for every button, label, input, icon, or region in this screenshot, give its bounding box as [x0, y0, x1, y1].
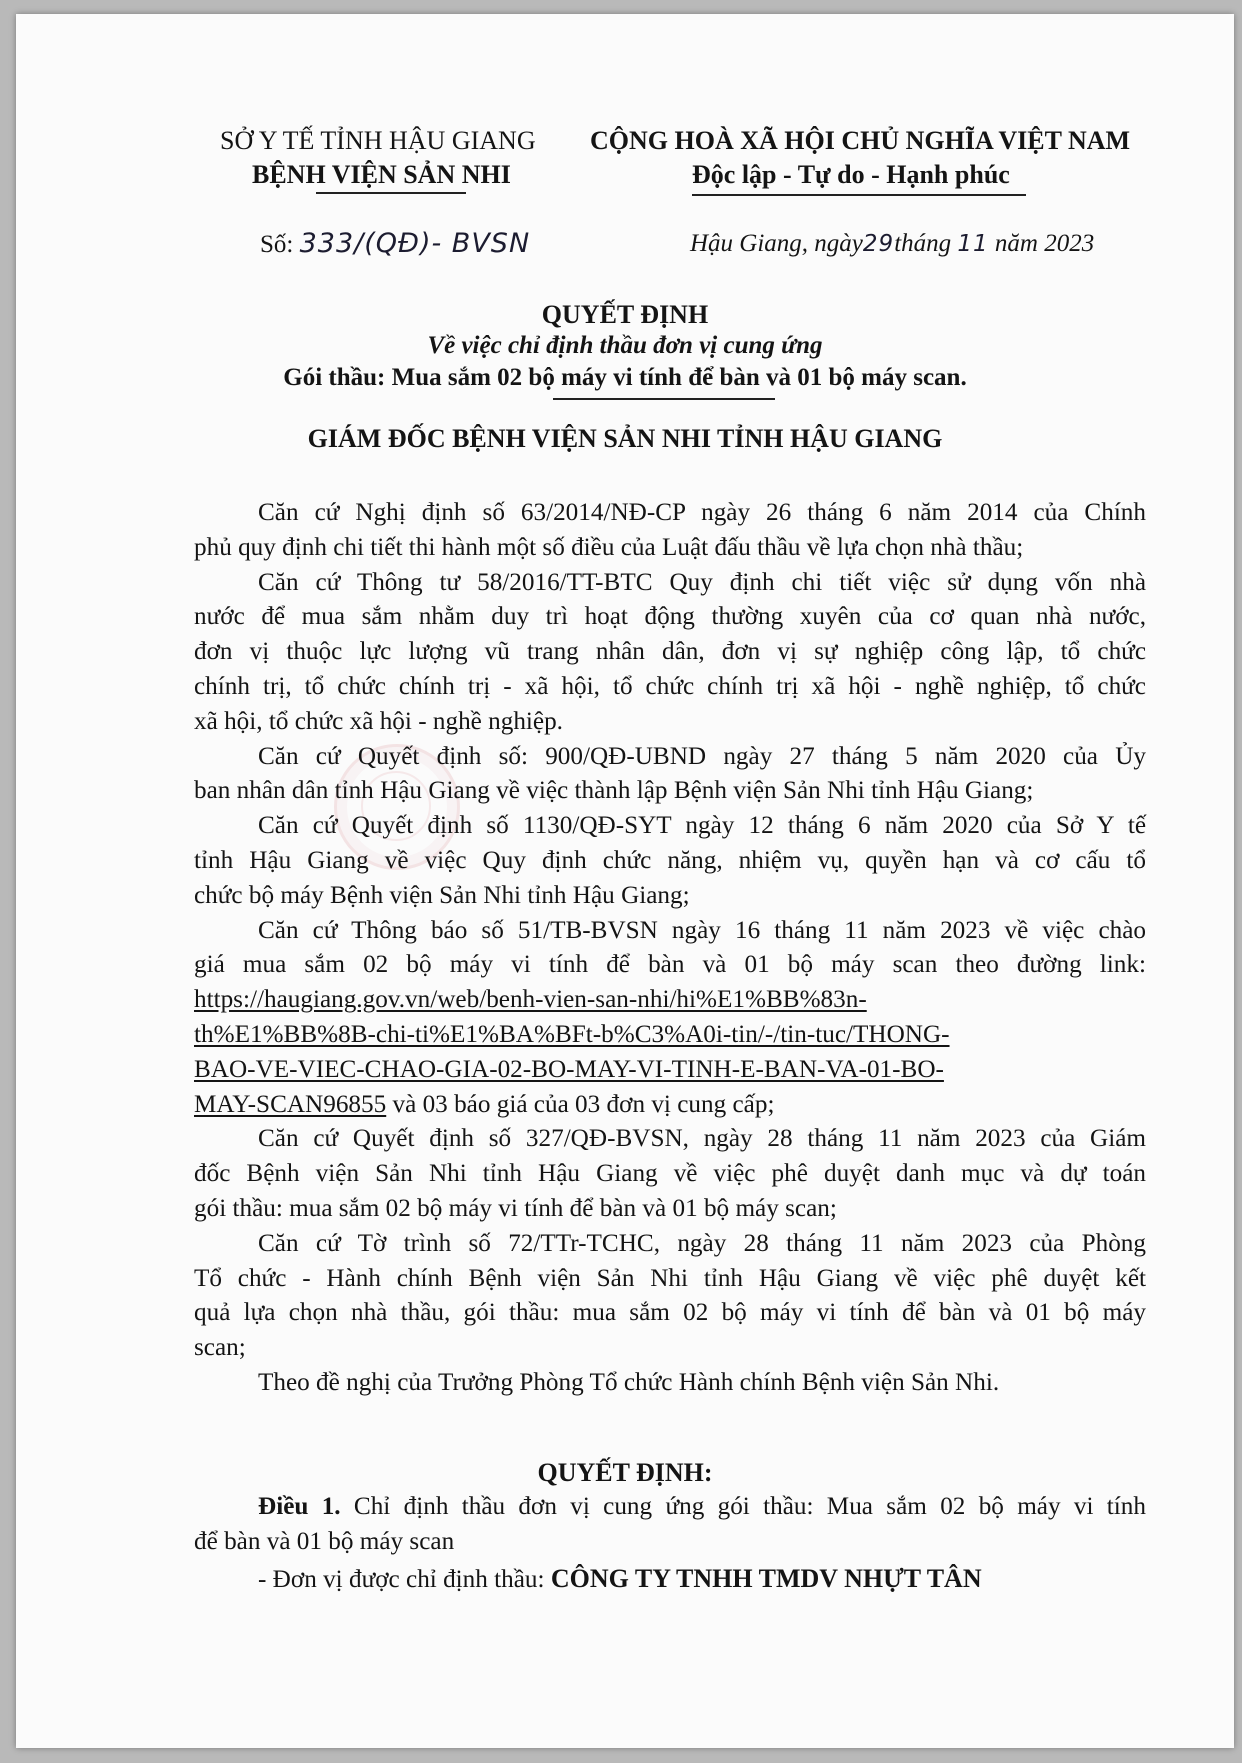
decision-heading: QUYẾT ĐỊNH:	[537, 1458, 713, 1487]
basis-line: đơn vị thuộc lực lượng vũ trang nhân dân, đơn vị sự nghiệp công lập, tổ chức	[194, 638, 1146, 666]
package-title-underline	[553, 398, 775, 400]
country-name: CỘNG HOÀ XÃ HỘI CHỦ NGHĨA VIỆT NAM	[590, 126, 1131, 155]
basis-line: Căn cứ Quyết định số 327/QĐ-BVSN, ngày 28 tháng 11 năm 2023 của Giám	[258, 1125, 1146, 1153]
announcement-link[interactable]: BAO-VE-VIEC-CHAO-GIA-02-BO-MAY-VI-TINH-E-BAN-VA-01-BO-	[194, 1055, 944, 1083]
contractor-name: CÔNG TY TNHH TMDV NHỰT TÂN	[550, 1564, 982, 1593]
issuing-authority: GIÁM ĐỐC BỆNH VIỆN SẢN NHI TỈNH HẬU GIANG	[307, 424, 943, 453]
handwritten-month: 11	[957, 231, 989, 257]
basis-line: Căn cứ Nghị định số 63/2014/NĐ-CP ngày 26 tháng 6 năm 2014 của Chính	[258, 499, 1146, 526]
announcement-link[interactable]: MAY-SCAN96855	[194, 1090, 387, 1118]
basis-line: Căn cứ Tờ trình số 72/TTr-TCHC, ngày 28 tháng 11 năm 2023 của Phòng	[258, 1229, 1146, 1257]
hospital-name: BỆNH VIỆN SẢN NHI	[252, 160, 511, 189]
document-number: Số: 333/(QĐ)- BVSN	[260, 228, 531, 259]
basis-line: Căn cứ Quyết định số: 900/QĐ-UBND ngày 27 tháng 5 năm 2020 của Ủy	[258, 742, 1146, 770]
decision-subject: Về việc chỉ định thầu đơn vị cung ứng	[427, 332, 823, 359]
basis-line: quả lựa chọn nhà thầu, gói thầu: mua sắm 02 bộ máy vi tính để bàn và 01 bộ máy	[194, 1299, 1146, 1327]
basis-line: chức bộ máy Bệnh viện Sản Nhi tỉnh Hậu Giang;	[194, 881, 690, 909]
contractor-line	[258, 1564, 982, 1594]
basis-line: Theo đề nghị của Trưởng Phòng Tổ chức Hành chính Bệnh viện Sản Nhi.	[258, 1368, 1000, 1396]
announcement-link[interactable]: https://haugiang.gov.vn/web/benh-vien-san-nhi/hi%E1%BB%83n-	[194, 986, 867, 1014]
basis-line: đốc Bệnh viện Sản Nhi tỉnh Hậu Giang về việc phê duyệt danh mục và dự toán	[194, 1160, 1146, 1188]
decision-title: QUYẾT ĐỊNH	[541, 300, 709, 329]
motto-underline	[692, 194, 1026, 196]
package-title: Gói thầu: Mua sắm 02 bộ máy vi tính để bàn và 01 bộ máy scan.	[283, 364, 967, 391]
article-1-text: Chỉ định thầu đơn vị cung ứng gói thầu: Mua sắm 02 bộ máy vi tính	[340, 1493, 1146, 1520]
agency-name: SỞ Y TẾ TỈNH HẬU GIANG	[220, 126, 536, 155]
announcement-link[interactable]: th%E1%BB%8B-chi-ti%E1%BA%BFt-b%C3%A0i-tin/-/tin-tuc/THONG-	[194, 1020, 950, 1048]
basis-line: Căn cứ Quyết định số 1130/QĐ-SYT ngày 12 tháng 6 năm 2020 của Sở Y tế	[258, 812, 1146, 840]
basis-line: gói thầu: mua sắm 02 bộ máy vi tính để bàn và 01 bộ máy scan;	[194, 1194, 837, 1222]
basis-line: chính trị, tổ chức chính trị - xã hội, tổ chức chính trị xã hội - nghề nghiệp, tổ chức	[194, 672, 1146, 700]
motto: Độc lập - Tự do - Hạnh phúc	[692, 160, 1010, 189]
handwritten-day: 29	[862, 231, 895, 257]
handwritten-number: 333/(QĐ)- BVSN	[299, 228, 531, 259]
document-page	[16, 14, 1234, 1748]
article-1-label: Điều 1.	[258, 1493, 341, 1520]
basis-line: Căn cứ Thông tư 58/2016/TT-BTC Quy định chi tiết việc sử dụng vốn nhà	[258, 568, 1146, 596]
contractor-label: - Đơn vị được chỉ định thầu:	[258, 1566, 551, 1593]
basis-line: xã hội, tổ chức xã hội - nghề nghiệp.	[194, 707, 563, 735]
basis-line: Căn cứ Thông báo số 51/TB-BVSN ngày 16 tháng 11 năm 2023 về việc chào	[258, 916, 1146, 944]
document-date: Hậu Giang, ngày29tháng 11 năm 2023	[690, 230, 1095, 257]
basis-line: Tổ chức - Hành chính Bệnh viện Sản Nhi tỉnh Hậu Giang về việc phê duyệt kết	[194, 1264, 1146, 1292]
hospital-name-underline	[316, 192, 466, 194]
basis-line: phủ quy định chi tiết thi hành một số điều của Luật đấu thầu về lựa chọn nhà thầu;	[194, 533, 1024, 561]
basis-line: nước để mua sắm nhằm duy trì hoạt động thường xuyên của cơ quan nhà nước,	[194, 603, 1146, 631]
basis-line: và 03 báo giá của 03 đơn vị cung cấp;	[386, 1090, 775, 1118]
basis-line: tỉnh Hậu Giang về việc Quy định chức năng, nhiệm vụ, quyền hạn và cơ cấu tổ	[194, 846, 1146, 874]
basis-line: giá mua sắm 02 bộ máy vi tính để bàn và 01 bộ máy scan theo đường link:	[194, 951, 1146, 979]
basis-line: scan;	[194, 1334, 246, 1362]
legal-basis	[194, 496, 1146, 1401]
article-1-text: để bàn và 01 bộ máy scan	[194, 1527, 455, 1555]
basis-line: ban nhân dân tỉnh Hậu Giang về việc thành lập Bệnh viện Sản Nhi tỉnh Hậu Giang;	[194, 777, 1034, 805]
article-1	[194, 1490, 1146, 1560]
